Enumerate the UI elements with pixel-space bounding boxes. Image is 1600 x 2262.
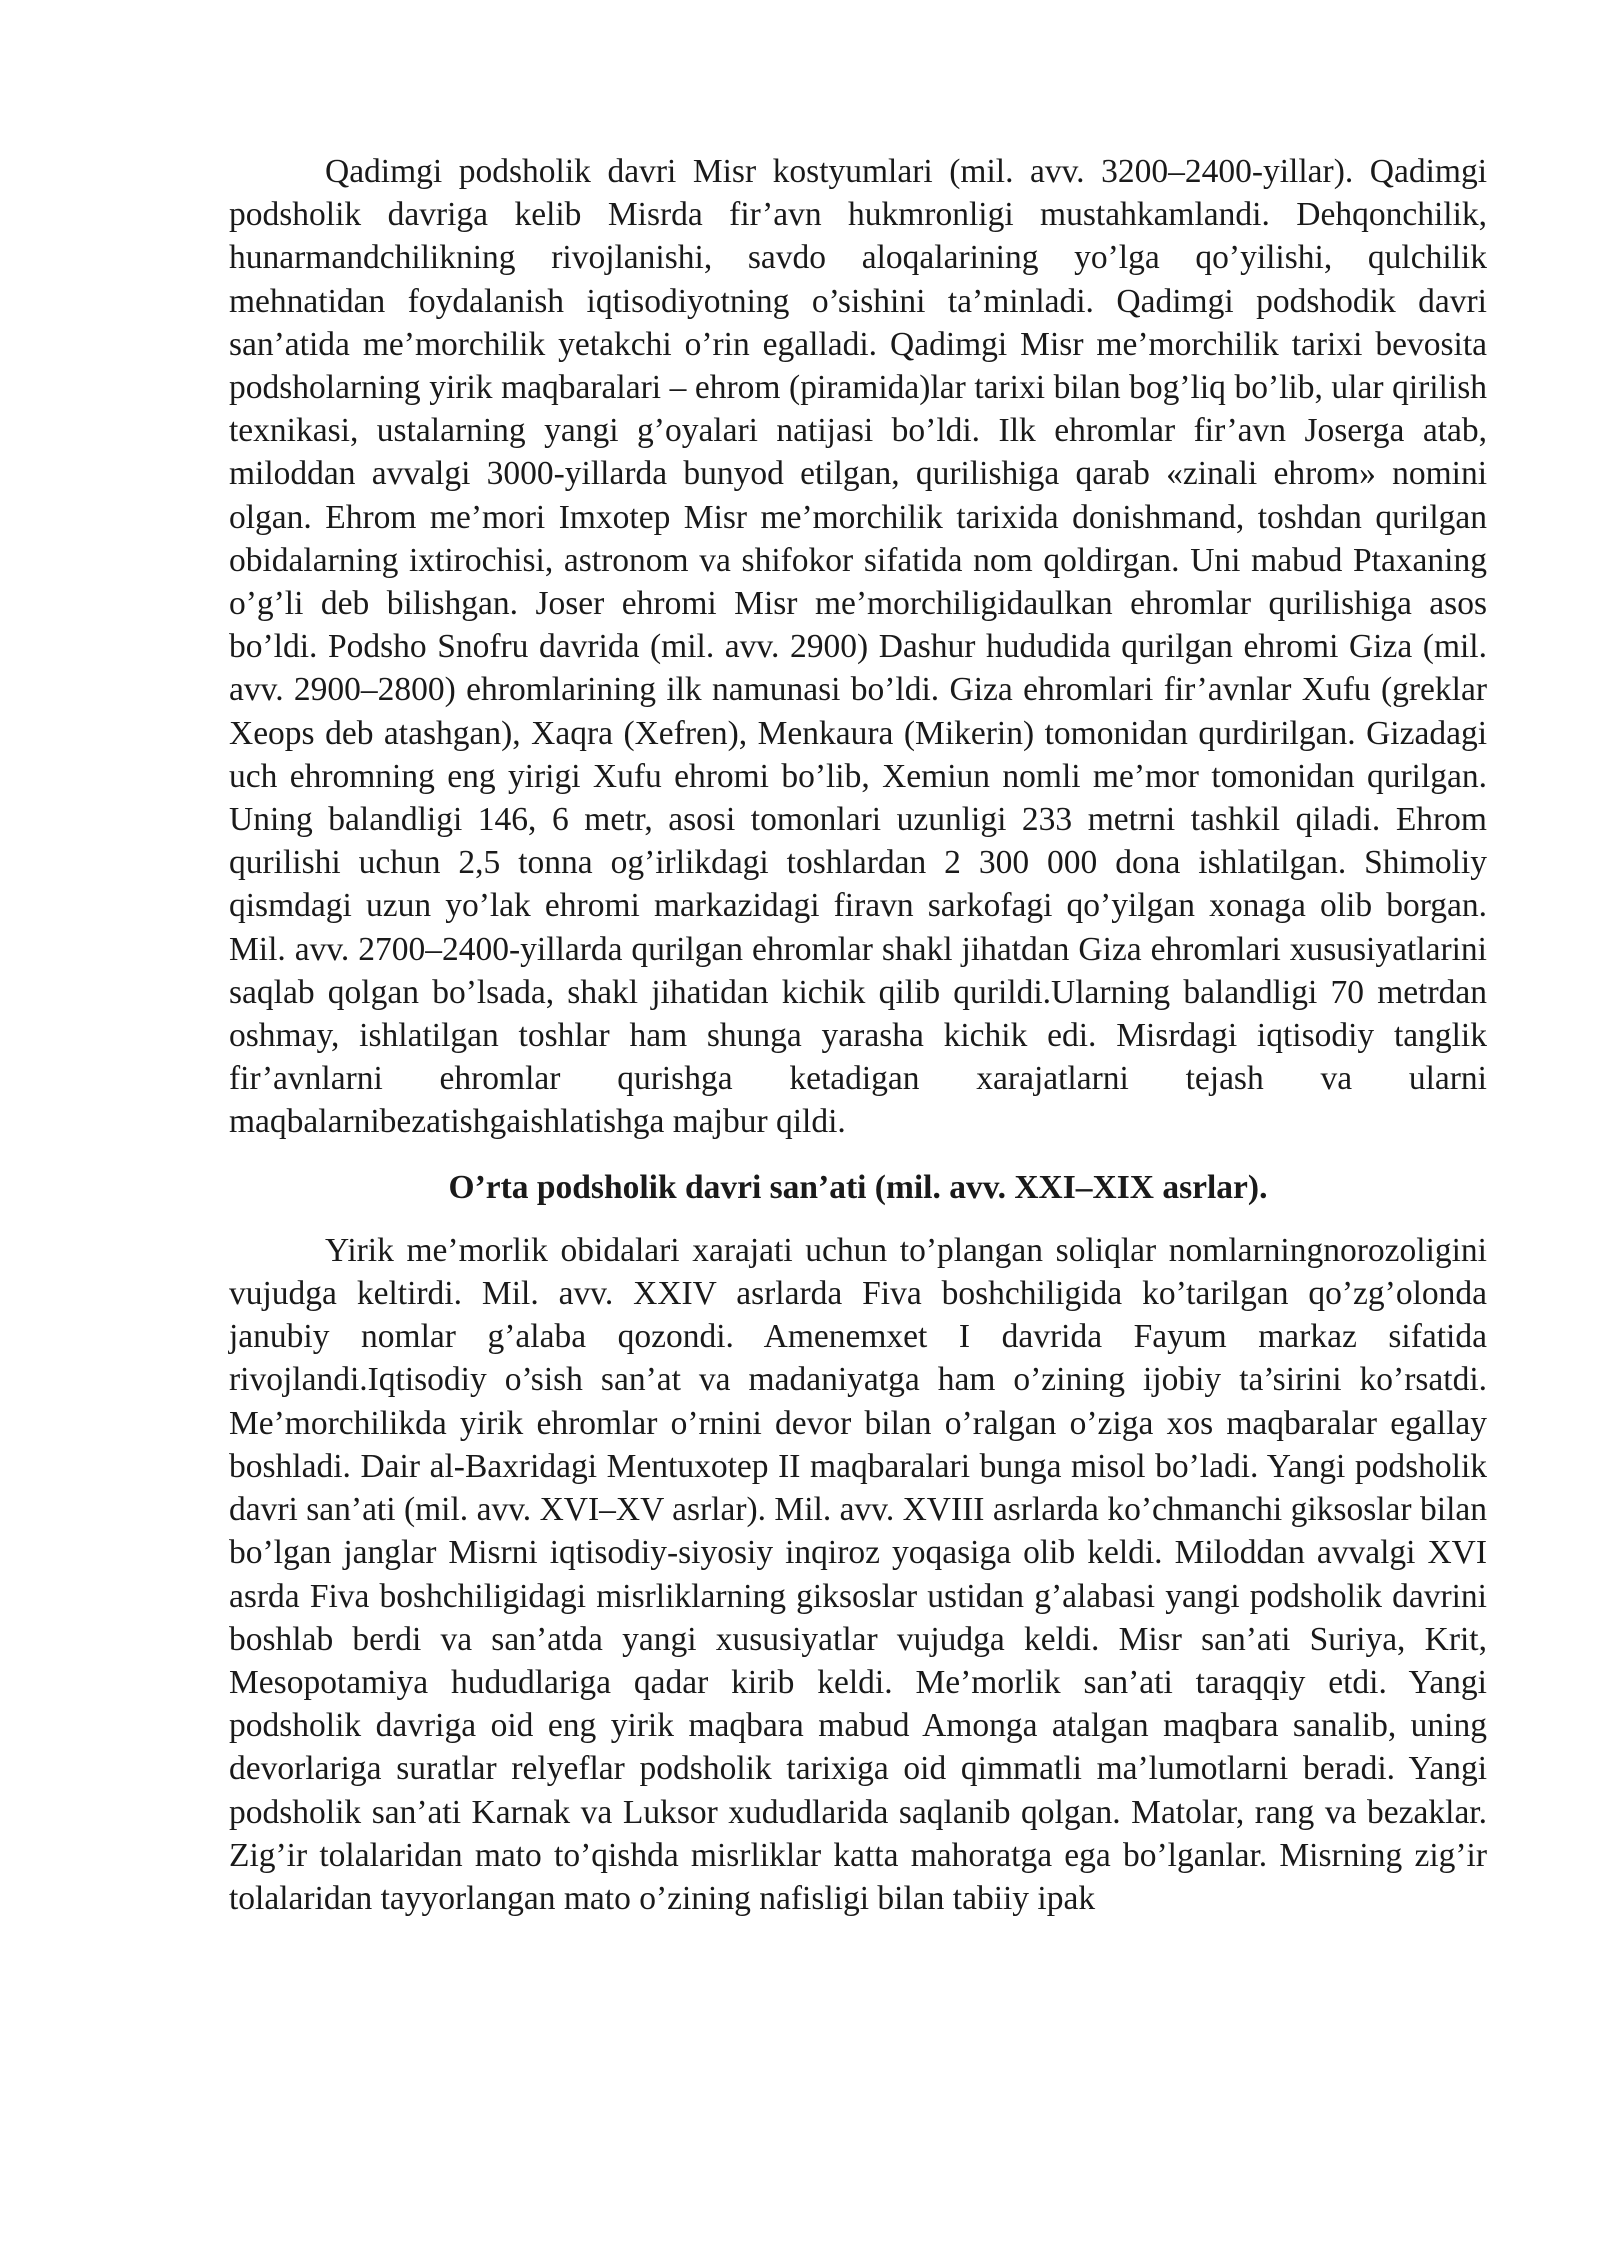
- body-paragraph-ancient-kingdom: Qadimgi podsholik davri Misr kostyumlari (mil. avv. 3200–2400-yillar). Qadimgi podsholik davriga kelib Misrda fir’avn hukmronligi mustahkamlandi. Dehqonchilik, hunarmandchilikning rivojlanishi, savdo aloqalarining yo’lga qo’yilishi, qulchilik mehnatidan foydalanish iqtisodiyotning o’sishini ta’minladi. Qadimgi podshodik davri san’atida me’morchilik yetakchi o’rin egalladi. Qadimgi Misr me’morchilik tarixi bevosita podsholarning yirik maqbaralari – ehrom (piramida)lar tarixi bilan bog’liq bo’lib, ular qirilish texnikasi, ustalarning yangi g’oyalari natijasi bo’ldi. Ilk ehromlar fir’avn Joserga atab, miloddan avvalgi 3000-yillarda bunyod etilgan, qurilishiga qarab «zinali ehrom» nomini olgan. Ehrom me’mori Imxotep Misr me’morchilik tarixida donishmand, toshdan qurilgan obidalarning ixtirochisi, astronom va shifokor sifatida nom qoldirgan. Uni mabud Ptaxaning o’g’li deb bilishgan. Joser ehromi Misr me’morchiligidaulkan ehromlar qurilishiga asos bo’ldi. Podsho Snofru davrida (mil. avv. 2900) Dashur hududida qurilgan ehromi Giza (mil. avv. 2900–2800) ehromlarining ilk namunasi bo’ldi. Giza ehromlari fir’avnlar Xufu (greklar Xeops deb atashgan), Xaqra (Xefren), Menkaura (Mikerin) tomonidan qurdirilgan. Gizadagi uch ehromning eng yirigi Xufu ehromi bo’lib, Xemiun nomli me’mor tomonidan qurilgan. Uning balandligi 146, 6 metr, asosi tomonlari uzunligi 233 metrni tashkil qiladi. Ehrom qurilishi uchun 2,5 tonna og’irlikdagi toshlardan 2 300 000 dona ishlatilgan. Shimoliy qismdagi uzun yo’lak ehromi markazidagi firavn sarkofagi qo’yilgan xonaga olib borgan. Mil. avv. 2700–2400-yillarda qurilgan ehromlar shakl jihatdan Giza ehromlari xususiyatlarini saqlab qolgan bo’lsada, shakl jihatidan kichik qilib qurildi.Ularning balandligi 70 metrdan oshmay, ishlatilgan toshlar ham shunga yarasha kichik edi. Misrdagi iqtisodiy tanglik fir’avnlarni ehromlar qurishga ketadigan xarajatlarni tejash va ularni maqbalarnibezatishgaishlatishga majbur qildi.: [229, 153, 1487, 1141]
- document-page: [229, 150, 1487, 1920]
- body-paragraph-middle-kingdom: Yirik me’morlik obidalari xarajati uchun to’plangan soliqlar nomlarningnorozoligini vujudga keltirdi. Mil. avv. XXIV asrlarda Fiva boshchiligida ko’tarilgan qo’zg’olonda janubiy nomlar g’alaba qozondi. Amenemxet I davrida Fayum markaz sifatida rivojlandi.Iqtisodiy o’sish san’at va madaniyatga ham o’zining ijobiy ta’sirini ko’rsatdi. Me’morchilikda yirik ehromlar o’rnini devor bilan o’ralgan o’ziga xos maqbaralar egallay boshladi. Dair al-Baxridagi Mentuxotep II maqbaralari bunga misol bo’ladi. Yangi podsholik davri san’ati (mil. avv. XVI–XV asrlar). Mil. avv. XVIII asrlarda ko’chmanchi giksoslar bilan bo’lgan janglar Misrni iqtisodiy-siyosiy inqiroz yoqasiga olib keldi. Miloddan avvalgi XVI asrda Fiva boshchiligidagi misrliklarning giksoslar ustidan g’alabasi yangi podsholik davrini boshlab berdi va san’atda yangi xususiyatlar vujudga keldi. Misr san’ati Suriya, Krit, Mesopotamiya hududlariga qadar kirib keldi. Me’morlik san’ati taraqqiy etdi. Yangi podsholik davriga oid eng yirik maqbara mabud Amonga atalgan maqbara sanalib, uning devorlariga suratlar relyeflar podsholik tarixiga oid qimmatli ma’lumotlarni beradi. Yangi podsholik san’ati Karnak va Luksor xududlarida saqlanib qolgan. Matolar, rang va bezaklar. Zig’ir tolalaridan mato to’qishda misrliklar katta mahoratga ega bo’lganlar. Misrning zig’ir tolalaridan tayyorlangan mato o’zining nafisligi bilan tabiiy ipak: [229, 1231, 1487, 1917]
- section-heading-middle-kingdom: O’rta podsholik davri san’ati (mil. avv. XXI–XIX asrlar).: [448, 1168, 1268, 1206]
